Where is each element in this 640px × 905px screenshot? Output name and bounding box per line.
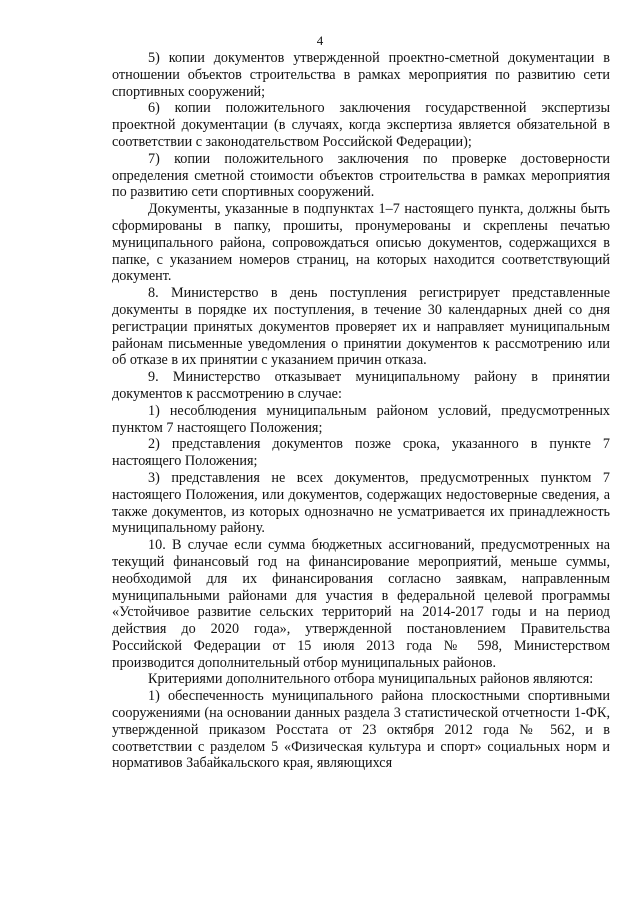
paragraph-item-7: 7) копии положительного заключения по проверке достоверности определения сметной стоимости объектов строительства в рамках мероприятия по развитию сети спортивных сооружений. bbox=[112, 150, 610, 201]
paragraph-clause-8: 8. Министерство в день поступления регистрирует представленные документы в порядке их поступления, в течение 30 календарных дней со дня регистрации принятых документов проверяет их и направляет муниципальным районам письменные уведомления о принятии документов к рассмотрению или об отказе в их принятии с указанием причин отказа. bbox=[112, 285, 610, 369]
paragraph-criteria-intro: Критериями дополнительного отбора муниципальных районов являются: bbox=[148, 671, 594, 688]
paragraph-clause-9: 9. Министерство отказывает муниципальному району в принятии документов к рассмотрению в случае: bbox=[112, 369, 610, 402]
paragraph-refusal-reason-1: 1) несоблюдения муниципальным районом условий, предусмотренных пунктом 7 настоящего Положения; bbox=[112, 402, 610, 436]
paragraph-item-5: 5) копии документов утвержденной проектно-сметной документации в отношении объектов строительства в рамках мероприятия по развитию сети спортивных сооружений; bbox=[112, 50, 610, 100]
paragraph-item-6: 6) копии положительного заключения государственной экспертизы проектной документации (в случаях, когда экспертиза является обязательной в соответствии с законодательством Российской Федерации); bbox=[112, 100, 610, 150]
paragraph-criterion-1: 1) обеспеченность муниципального района плоскостными спортивными сооружениями (на основании данных раздела 3 статистической отчетности 1-ФК, утвержденной приказом Росстата от 23 октября 2012 года № 562, и в соответствии с разделом 5 «Физическая культура и спорт» социальных норм и нормативов Забайкальского края, являющихся bbox=[112, 688, 610, 772]
page-number: 4 bbox=[316, 33, 324, 48]
paragraph-refusal-reason-2: 2) представления документов позже срока, указанного в пункте 7 настоящего Положения; bbox=[112, 436, 610, 470]
document-body bbox=[112, 50, 610, 772]
paragraph-clause-10: 10. В случае если сумма бюджетных ассигнований, предусмотренных на текущий финансовый год на финансирование мероприятий, меньше суммы, необходимой для их финансирования согласно заявкам, направленным муниципальными районами для участия в федеральной целевой программы «Устойчивое развитие сельских территорий на 2014-2017 годы и на период действия до 2020 года», утвержденной постановлением Правительства Российской Федерации от 15 июля 2013 года № 598, Министерством производится дополнительный отбор муниципальных районов. bbox=[112, 537, 610, 671]
paragraph-refusal-reason-3: 3) представления не всех документов, предусмотренных пунктом 7 настоящего Положения, или документов, содержащих недостоверные сведения, а также документов, из которых однозначно не усматривается их принадлежность муниципальному району. bbox=[112, 469, 610, 537]
paragraph-documents-requirements: Документы, указанные в подпунктах 1–7 настоящего пункта, должны быть сформированы в папку, прошиты, пронумерованы и скреплены печатью муниципального района, сопровождаться описью документов, содержащихся в папке, с указанием номеров страниц, на которых находится соответствующий документ. bbox=[112, 201, 610, 285]
